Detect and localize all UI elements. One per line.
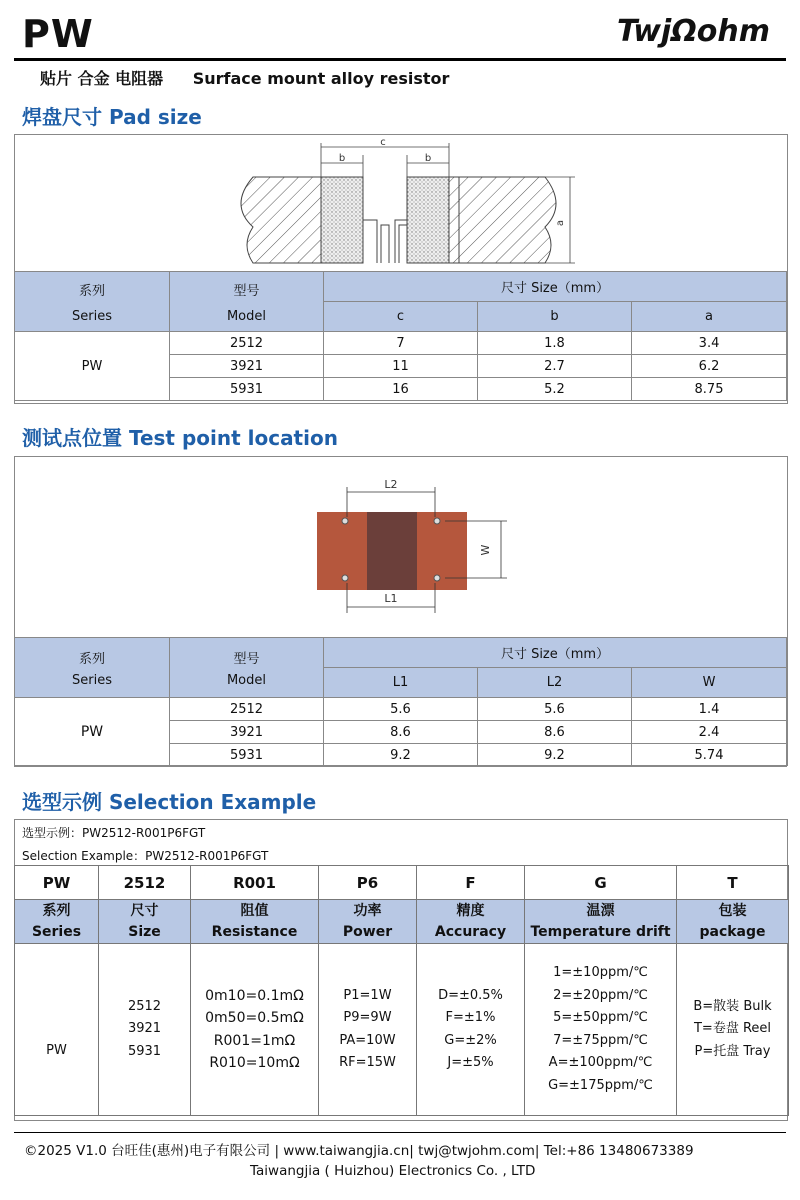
size-option: 3921	[127, 1021, 162, 1037]
header-resistance-en: Resistance	[211, 923, 298, 940]
value-cell: 5.74	[632, 744, 787, 767]
model-cell: 2512	[170, 698, 324, 721]
pad-left	[321, 177, 363, 263]
pad-dim-b-left: b	[338, 153, 346, 164]
pad-left-body	[241, 177, 321, 263]
resistance-option: 0m50=0.5mΩ	[205, 1010, 304, 1026]
power-option: RF=15W	[339, 1055, 396, 1070]
model-header	[170, 638, 324, 698]
series-header-cn: 系列	[78, 651, 105, 667]
temp-drift-option: 7=±75ppm/℃	[553, 1032, 648, 1048]
header-size-cn: 尺寸	[130, 902, 159, 919]
test-point	[342, 518, 348, 524]
value-cell: 9.2	[478, 744, 632, 767]
model-header-cn: 型号	[233, 283, 260, 299]
package-option: P=托盘 Tray	[694, 1043, 771, 1059]
model-cell: 3921	[170, 355, 324, 378]
accuracy-options	[417, 944, 525, 1116]
accuracy-option: D=±0.5%	[438, 987, 503, 1003]
footer-contact: ©2025 V1.0 台旺佳(惠州)电子有限公司 | www.taiwangjia.cn| twj@twjohm.com| Tel:+86 13480673389	[24, 1143, 694, 1159]
pad-size-heading: 焊盘尺寸 Pad size	[22, 105, 202, 129]
dim-L1: L1	[384, 592, 398, 605]
model-header-en: Model	[226, 308, 267, 324]
header-temp-drift	[525, 900, 677, 944]
power-options	[319, 944, 417, 1116]
model-cell: 5931	[170, 378, 324, 401]
pad-dim-c: c	[380, 137, 386, 148]
resistance-options	[191, 944, 319, 1116]
resistor-body	[367, 512, 417, 590]
value-cell: 5.6	[324, 698, 478, 721]
pad-center-trace	[363, 220, 407, 263]
series-header	[15, 272, 170, 332]
header-power-cn: 功率	[353, 902, 382, 919]
subtitle-cn: 贴片 合金 电阻器	[40, 69, 164, 88]
value-cell: 2.7	[478, 355, 632, 378]
test-point	[434, 518, 440, 524]
header-rule	[14, 58, 786, 61]
pad-dim-b-right: b	[424, 153, 432, 164]
header-power-en: Power	[342, 923, 393, 940]
subtitle	[40, 66, 449, 89]
size-header: 尺寸 Size（mm）	[324, 638, 787, 668]
package-option: T=卷盘 Reel	[693, 1021, 772, 1037]
resistance-option: R001=1mΩ	[213, 1032, 296, 1049]
header-resistance-cn: 阻值	[240, 902, 269, 919]
resistance-option: 0m10=0.1mΩ	[205, 987, 304, 1004]
value-cell: 1.8	[478, 332, 632, 355]
value-cell: 6.2	[632, 355, 787, 378]
power-option: P1=1W	[343, 987, 392, 1003]
model-cell: 2512	[170, 332, 324, 355]
model-cell: 5931	[170, 744, 324, 767]
temp-drift-option: 1=±10ppm/℃	[553, 965, 648, 980]
series-header-en: Series	[72, 672, 112, 688]
model-header	[170, 272, 324, 332]
size-header: 尺寸 Size（mm）	[324, 272, 787, 302]
value-cell: 7	[324, 332, 478, 355]
footer-company: Taiwangjia ( Huizhou) Electronics Co. , LTD	[250, 1163, 536, 1179]
pad-right-body	[459, 177, 556, 263]
value-cell: 2.4	[632, 721, 787, 744]
col-header: W	[632, 668, 787, 698]
code-series: PW	[15, 866, 99, 900]
selection-table	[14, 865, 789, 1116]
header-package	[677, 900, 789, 944]
size-option: 5931	[127, 1043, 162, 1059]
size-options	[99, 944, 191, 1116]
value-cell: 8.75	[632, 378, 787, 401]
pad-size-table	[14, 271, 787, 401]
value-cell: 5.2	[478, 378, 632, 401]
series-options	[15, 944, 99, 1116]
power-option: PA=10W	[339, 1032, 396, 1048]
header-accuracy-en: Accuracy	[434, 923, 507, 940]
header-size-en: Size	[128, 923, 161, 940]
test-point-table	[14, 637, 787, 767]
model-header-en: Model	[226, 672, 267, 688]
header-series-cn: 系列	[42, 902, 71, 919]
header-resistance	[191, 900, 319, 944]
code-power: P6	[319, 866, 417, 900]
code-size: 2512	[99, 866, 191, 900]
footer-rule	[14, 1132, 786, 1133]
header-size	[99, 900, 191, 944]
series-option: PW	[46, 1043, 67, 1059]
code-accuracy: F	[417, 866, 525, 900]
test-point	[434, 575, 440, 581]
brand-logo-text: TwjΩohm	[616, 14, 770, 49]
temp-drift-option: 2=±20ppm/℃	[553, 987, 648, 1003]
page-title: PW	[22, 12, 94, 56]
selection-line-cn: 选型示例：PW2512-R001P6FGT	[22, 826, 206, 840]
package-option: B=散装 Bulk	[693, 998, 772, 1014]
value-cell: 16	[324, 378, 478, 401]
series-cell: PW	[15, 698, 170, 767]
model-header-cn: 型号	[233, 651, 260, 667]
selection-line-en: Selection Example：PW2512-R001P6FGT	[22, 849, 269, 863]
series-cell: PW	[15, 332, 170, 401]
col-header: a	[632, 302, 787, 332]
value-cell: 5.6	[478, 698, 632, 721]
pad-right	[407, 177, 449, 263]
value-cell: 9.2	[324, 744, 478, 767]
value-cell: 11	[324, 355, 478, 378]
col-header: L1	[324, 668, 478, 698]
resistance-option: R010=10mΩ	[209, 1055, 300, 1071]
value-cell: 8.6	[478, 721, 632, 744]
size-option: 2512	[127, 998, 162, 1014]
header-series-en: Series	[31, 923, 82, 940]
col-header: c	[324, 302, 478, 332]
temp-drift-option: A=±100ppm/℃	[548, 1055, 653, 1070]
test-point	[342, 575, 348, 581]
brand-logo	[617, 14, 770, 49]
test-point-diagram	[15, 457, 787, 637]
dim-L2: L2	[384, 478, 398, 491]
selection-heading: 选型示例 Selection Example	[22, 790, 317, 814]
col-header: b	[478, 302, 632, 332]
pad-dim-a: a	[555, 219, 566, 227]
col-header: L2	[478, 668, 632, 698]
accuracy-option: G=±2%	[444, 1032, 497, 1048]
temp-drift-options	[525, 944, 677, 1116]
test-point-heading: 测试点位置 Test point location	[22, 426, 338, 450]
model-cell: 3921	[170, 721, 324, 744]
header-accuracy	[417, 900, 525, 944]
value-cell: 3.4	[632, 332, 787, 355]
header-temp-drift-en: Temperature drift	[530, 923, 671, 940]
header-power	[319, 900, 417, 944]
header-accuracy-cn: 精度	[456, 902, 485, 919]
power-option: P9=9W	[343, 1010, 392, 1025]
package-options	[677, 944, 789, 1116]
header-temp-drift-cn: 温漂	[586, 902, 615, 919]
value-cell: 1.4	[632, 698, 787, 721]
test-point-frame	[14, 456, 788, 766]
value-cell: 8.6	[324, 721, 478, 744]
header-package-en: package	[699, 923, 766, 940]
dim-W: W	[479, 544, 492, 556]
pad-diagram	[15, 135, 787, 271]
subtitle-en: Surface mount alloy resistor	[192, 69, 450, 88]
header-series	[15, 900, 99, 944]
temp-drift-option: G=±175ppm/℃	[548, 1077, 653, 1093]
temp-drift-option: 5=±50ppm/℃	[553, 1010, 648, 1025]
series-header-en: Series	[72, 308, 112, 324]
accuracy-option: J=±5%	[447, 1055, 494, 1070]
header-package-cn: 包装	[718, 902, 747, 919]
series-header-cn: 系列	[78, 283, 105, 299]
pad-size-frame	[14, 134, 788, 404]
code-package: T	[677, 866, 789, 900]
code-temp-drift: G	[525, 866, 677, 900]
code-resistance: R001	[191, 866, 319, 900]
accuracy-option: F=±1%	[445, 1010, 496, 1025]
series-header	[15, 638, 170, 698]
